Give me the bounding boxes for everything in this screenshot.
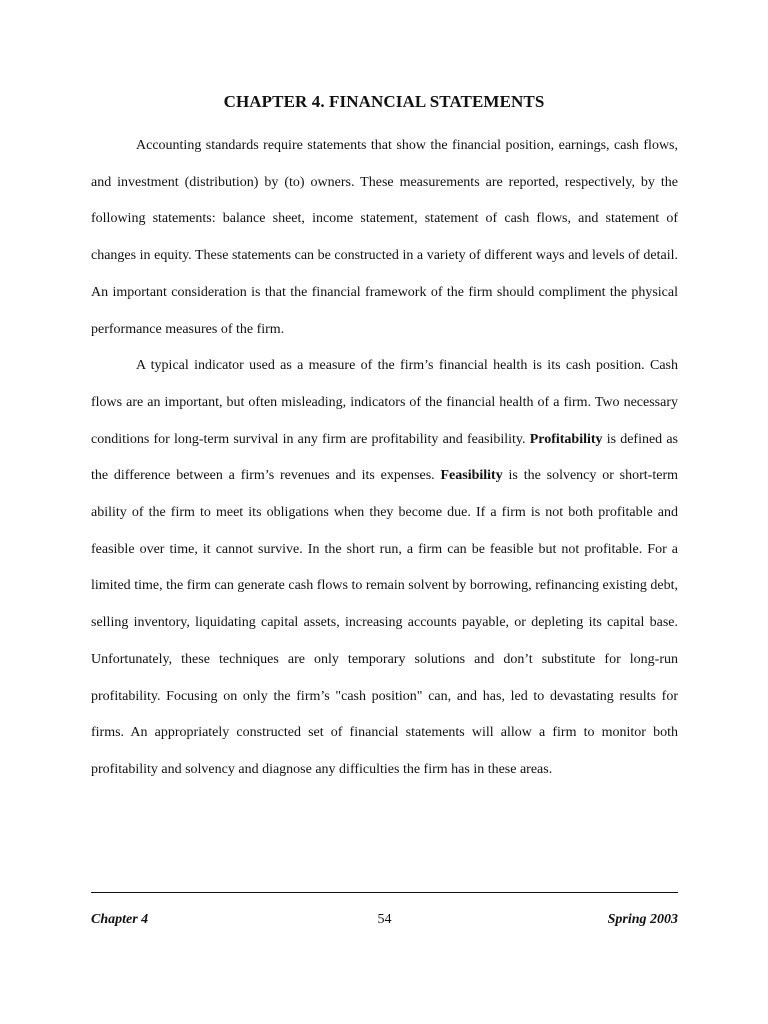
term-profitability: Profitability: [529, 431, 603, 447]
page-footer: [91, 912, 678, 932]
footer-chapter-label: Chapter 4: [91, 912, 149, 927]
footer-term-label: Spring 2003: [607, 912, 678, 927]
body-text: [91, 128, 678, 789]
footer-divider: [91, 892, 678, 893]
paragraph-2-part-1: A typical indicator used as a measure of the firm’s financial health is its cash position. Cash flows are an important, but often misleading, indicators of the financial health of a firm. Two necessary conditions for long-term survival in any firm are profitability and feasibility.: [91, 358, 678, 447]
chapter-title: CHAPTER 4. FINANCIAL STATEMENTS: [223, 92, 545, 111]
paragraph-1: Accounting standards require statements that show the financial position, earnings, cash flows, and investment (distribution) by (to) owners. These measurements are reported, respectively, by the following statements: balance sheet, income statement, statement of cash flows, and statement of changes in equity. These statements can be constructed in a variety of different ways and levels of detail. An important consideration is that the financial framework of the firm should compliment the physical performance measures of the firm.: [91, 138, 678, 337]
paragraph-2-part-3: is the solvency or short-term ability of the firm to meet its obligations when they become due. If a firm is not both profitable and feasible over time, it cannot survive. In the short run, a firm can be feasible but not profitable. For a limited time, the firm can generate cash flows to remain solvent by borrowing, refinancing existing debt, selling inventory, liquidating capital assets, increasing accounts payable, or depleting its capital base. Unfortunately, these techniques are only temporary solutions and don’t substitute for long-run profitability. Focusing on only the firm’s "cash position" can, and has, led to devastating results for firms. An appropriately constructed set of financial statements will allow a firm to monitor both profitability and solvency and diagnose any difficulties the firm has in these areas.: [91, 468, 678, 777]
term-feasibility: Feasibility: [440, 468, 503, 484]
paragraph-2: [91, 348, 678, 788]
page-number: 54: [377, 912, 392, 927]
paragraph-2-part-2: is defined as the difference between a firm’s revenues and its expenses.: [91, 431, 678, 484]
